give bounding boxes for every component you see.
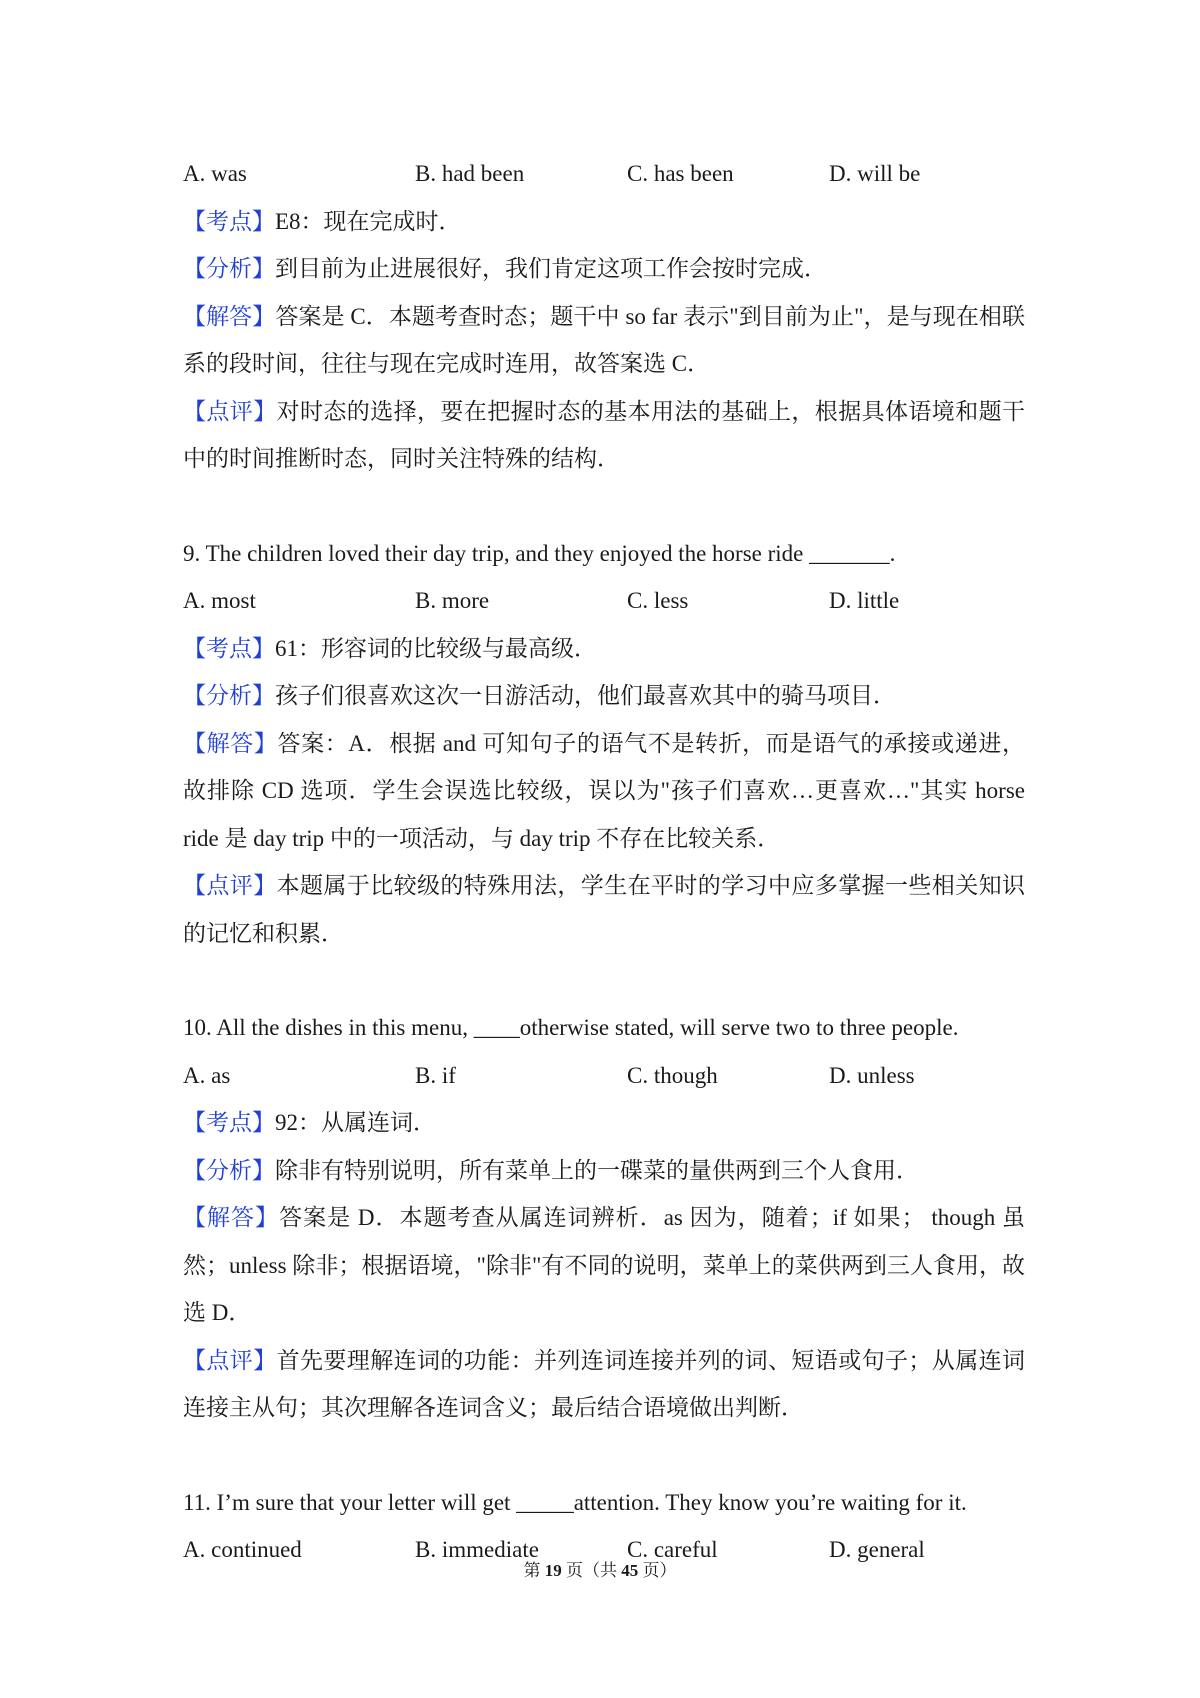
q9-option-a: A. most bbox=[183, 588, 256, 613]
page-total: 45 bbox=[621, 1561, 639, 1580]
q10-options bbox=[183, 1052, 1025, 1100]
dianping-tag: 【点评】 bbox=[183, 873, 277, 898]
jieda-tag: 【解答】 bbox=[183, 730, 278, 756]
q10-option-b: B. if bbox=[415, 1062, 456, 1088]
kaodian-tag: 【考点】 bbox=[183, 208, 275, 234]
document-body bbox=[183, 150, 1025, 1574]
q8-kaodian: 【考点】E8：现在完成时． bbox=[183, 208, 462, 234]
q9-fenxi: 【分析】孩子们很喜欢这次一日游活动，他们最喜欢其中的骑马项目． bbox=[183, 683, 896, 708]
q8-options bbox=[183, 150, 1025, 198]
q8-dianping: 【点评】对时态的选择，要在把握时态的基本用法的基础上，根据具体语境和题干中的时间推断时态，同时关注特殊的结构． bbox=[183, 398, 1026, 471]
q9-option-c: C. less bbox=[627, 588, 689, 613]
dianping-tag: 【点评】 bbox=[183, 1347, 277, 1373]
q9-jieda: 【解答】答案：A．根据 and 可知句子的语气不是转折，而是语气的承接或递进，故排除 CD 选项．学生会误选比较级，误以为"孩子们喜欢…更喜欢…"其实 horse ride 是 day trip 中的一项活动，与 day trip 不存在比较关系． bbox=[183, 730, 1025, 851]
q8-option-c: C. has been bbox=[627, 161, 734, 186]
page-number: 19 bbox=[544, 1561, 562, 1580]
q10-kaodian: 【考点】92：从属连词． bbox=[183, 1110, 436, 1135]
q11-option-a: A. continued bbox=[183, 1537, 302, 1562]
fenxi-tag: 【分析】 bbox=[183, 683, 275, 708]
q8-option-a: A. was bbox=[183, 161, 247, 186]
q8-option-d: D. will be bbox=[829, 161, 921, 186]
dianping-tag: 【点评】 bbox=[183, 398, 277, 424]
jieda-tag: 【解答】 bbox=[183, 303, 276, 329]
q10-dianping: 【点评】首先要理解连词的功能：并列连词连接并列的词、短语或句子；从属连词连接主从句；其次理解各连词含义；最后结合语境做出判断． bbox=[183, 1347, 1026, 1420]
q11-option-c: C. careful bbox=[627, 1537, 718, 1562]
q11-question: 11. I’m sure that your letter will get _____attention. They know you’re waiting for it. bbox=[183, 1489, 967, 1515]
kaodian-tag: 【考点】 bbox=[183, 635, 275, 661]
q11-option-b: B. immediate bbox=[415, 1537, 539, 1562]
q9-dianping: 【点评】本题属于比较级的特殊用法，学生在平时的学习中应多掌握一些相关知识的记忆和积累． bbox=[183, 873, 1026, 946]
q9-options bbox=[183, 577, 1025, 625]
q8-jieda: 【解答】答案是 C．本题考查时态；题干中 so far 表示"到目前为止"，是与现在相联系的段时间，往往与现在完成时连用，故答案选 C． bbox=[183, 303, 1025, 376]
q9-kaodian: 【考点】61：形容词的比较级与最高级． bbox=[183, 635, 597, 661]
q10-option-d: D. unless bbox=[829, 1062, 915, 1088]
page-footer: 第 19 页（共 45 页） bbox=[523, 1561, 677, 1580]
q10-fenxi: 【分析】除非有特别说明，所有菜单上的一碟菜的量供两到三个人食用． bbox=[183, 1157, 919, 1183]
q10-option-c: C. though bbox=[627, 1062, 718, 1088]
fenxi-tag: 【分析】 bbox=[183, 256, 275, 281]
jieda-tag: 【解答】 bbox=[183, 1205, 280, 1230]
q9-option-b: B. more bbox=[415, 588, 490, 613]
q10-question: 10. All the dishes in this menu, ____otherwise stated, will serve two to three people. bbox=[183, 1015, 959, 1040]
q8-fenxi: 【分析】到目前为止进展很好，我们肯定这项工作会按时完成． bbox=[183, 256, 827, 281]
q10-jieda: 【解答】答案是 D．本题考查从属连词辨析．as 因为，随着；if 如果； though 虽然；unless 除非；根据语境，"除非"有不同的说明，菜单上的菜供两到三人食用，故选 D． bbox=[183, 1205, 1026, 1325]
q10-option-a: A. as bbox=[183, 1062, 231, 1088]
kaodian-tag: 【考点】 bbox=[183, 1110, 275, 1135]
q11-option-d: D. general bbox=[829, 1537, 925, 1562]
q8-option-b: B. had been bbox=[415, 161, 525, 186]
q9-option-d: D. little bbox=[829, 588, 900, 613]
q9-question: 9. The children loved their day trip, and they enjoyed the horse ride _______. bbox=[183, 540, 896, 566]
fenxi-tag: 【分析】 bbox=[183, 1157, 275, 1183]
